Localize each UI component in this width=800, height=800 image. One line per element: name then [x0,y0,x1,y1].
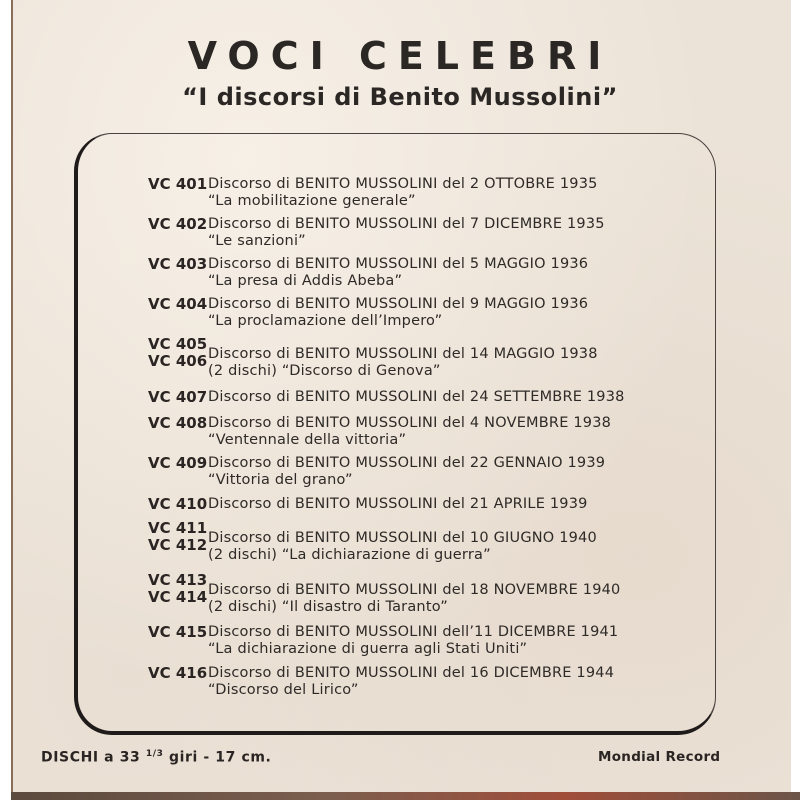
catalog-code: VC 404 [148,295,208,313]
catalog-code: VC 412 [148,536,208,554]
catalog-code: VC 405 [148,335,208,353]
entry-description: Discorso di BENITO MUSSOLINI del 16 DICEMBRE 1944 [208,665,615,681]
disc-format-suffix: giri - 17 cm. [169,749,272,766]
entry-title: “Le sanzioni” [208,233,306,249]
entry-title: “La mobilitazione generale” [208,193,416,209]
entry-title: (2 dischi) “Discorso di Genova” [208,363,441,379]
entry-title: “Vittoria del grano” [208,472,353,488]
entry-description: Discorso di BENITO MUSSOLINI del 22 GENNAIO 1939 [208,455,606,471]
catalog-code: VC 408 [148,414,208,432]
entry-description: Discorso di BENITO MUSSOLINI dell’11 DICEMBRE 1941 [208,624,619,640]
series-title: VOCI CELEBRI [187,34,613,78]
catalog-code: VC 415 [148,623,208,641]
entry-description: Discorso di BENITO MUSSOLINI del 21 APRILE 1939 [208,496,588,512]
catalog-code: VC 410 [148,495,208,513]
entry-description: Discorso di BENITO MUSSOLINI del 7 DICEMBRE 1935 [208,216,605,232]
catalog-code: VC 411 [148,519,208,537]
catalog-code: VC 416 [148,664,208,682]
catalog-code: VC 401 [148,175,208,193]
catalog-code: VC 407 [148,388,208,406]
record-label: Mondial Record [598,749,721,765]
entry-title: “La proclamazione dell’Impero” [208,313,443,329]
entry-description: Discorso di BENITO MUSSOLINI del 9 MAGGIO 1936 [208,296,589,312]
entry-description: Discorso di BENITO MUSSOLINI del 2 OTTOBRE 1935 [208,176,598,192]
disc-format [41,749,271,766]
series-subtitle: “I discorsi di Benito Mussolini” [182,83,618,111]
entry-title: “Ventennale della vittoria” [208,432,407,448]
catalog-code: VC 403 [148,255,208,273]
catalog-code: VC 406 [148,352,208,370]
catalog-code: VC 409 [148,454,208,472]
catalog-code: VC 402 [148,215,208,233]
sleeve-bottom-edge [11,792,800,800]
entry-title: “La presa di Addis Abeba” [208,273,403,289]
entry-description: Discorso di BENITO MUSSOLINI del 24 SETTEMBRE 1938 [208,389,625,405]
entry-description: Discorso di BENITO MUSSOLINI del 4 NOVEMBRE 1938 [208,415,612,431]
entry-title: (2 dischi) “La dichiarazione di guerra” [208,547,491,563]
entry-description: Discorso di BENITO MUSSOLINI del 18 NOVEMBRE 1940 [208,582,621,598]
catalog-code: VC 414 [148,588,208,606]
disc-format-prefix: DISCHI a 33 [41,749,141,766]
entry-title: “Discorso del Lirico” [208,682,359,698]
entry-description: Discorso di BENITO MUSSOLINI del 14 MAGGIO 1938 [208,346,598,362]
entry-title: “La dichiarazione di guerra agli Stati Uniti” [208,641,528,657]
disc-format-fraction: 1/3 [145,749,164,759]
catalog-code: VC 413 [148,571,208,589]
entry-description: Discorso di BENITO MUSSOLINI del 5 MAGGIO 1936 [208,256,589,272]
entry-description: Discorso di BENITO MUSSOLINI del 10 GIUGNO 1940 [208,530,597,546]
entry-title: (2 dischi) “Il disastro di Taranto” [208,599,448,615]
